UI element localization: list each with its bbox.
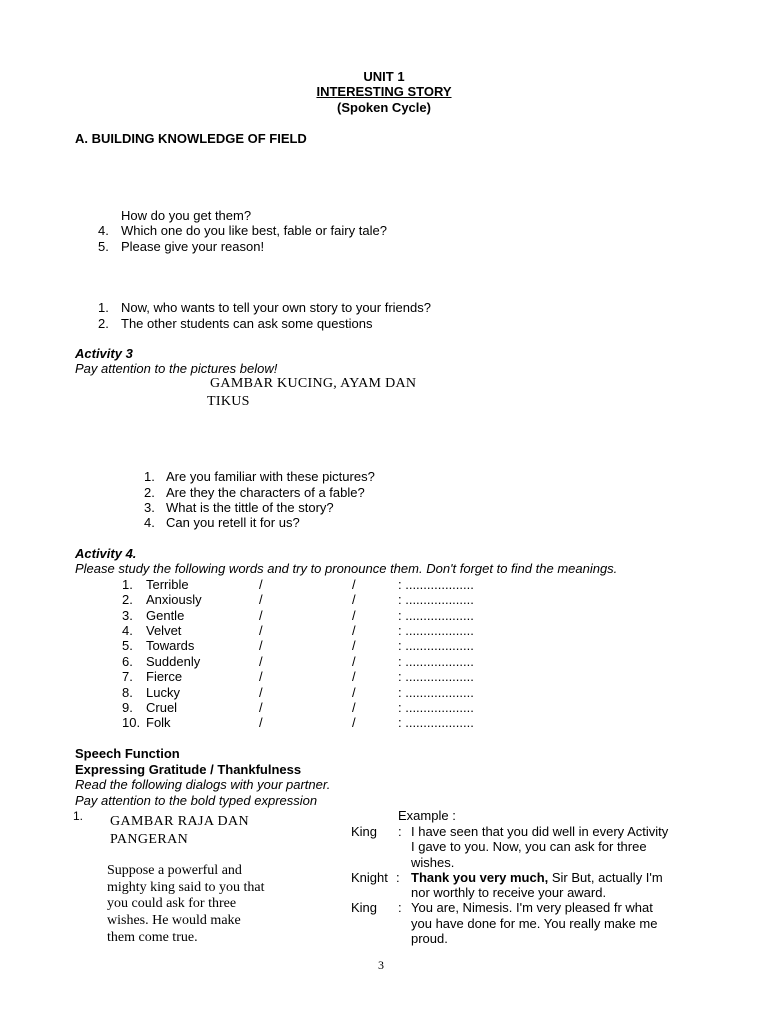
list-item-num: 1. <box>98 300 109 315</box>
activity-4-instruction: Please study the following words and try to pronounce them. Don't forget to find the meanings. <box>75 561 618 576</box>
dialog-speaker: King <box>351 824 378 839</box>
dialog-line: Thank you very much, Sir But, actually I'm <box>411 870 663 885</box>
dialog-speaker: Knight <box>351 870 388 885</box>
activity-3-instruction: Pay attention to the pictures below! <box>75 361 278 376</box>
gratitude-expression: Thank you very much, <box>411 870 549 885</box>
question-num: 4. <box>144 515 155 530</box>
document-page: UNIT 1 INTERESTING STORY (Spoken Cycle) A. BUILDING KNOWLEDGE OF FIELD How do you get them? 4. Which one do you like best, fable or fairy tale? 5. Please give your reason! 1. Now, who wants to tell your own story to your friends? 2. The other students can ask some questions Activity 3 Pay attention to the pictures below! GAMBAR KUCING, AYAM DAN TIKUS 1. Are you familiar with these pictures? 2. Are they the characters of a fable? 3. What is the tittle of the story? 4. Can you retell it for us? Activity 4. Please study the following words and try to pronounce them. Don't forget to find the meanings. 1. Terrible / / : ................... 2. Anxiously / / : ................... 3. Gentle / / : ................... 4. Velvet / / : ................... 5. Towards / / : ................... 6. Suddenly / / : ................... 7. Fierce / / : ................... 8. Lucky / / : ................... 9. Cruel / / : ................... 10. Folk / / : ................... Speech Function Expressing Gratitude / Thankfulness Read the following dialogs with your partner. Pay attention to the bold typed expression 1. GAMBAR RAJA DAN PANGERAN Suppose a powerful and mighty king said to you that you could ask for three wishes. He would make them come true. Example : King : I have seen that you did well in every Activity I gave to you. Now, you can ask for three wishes. Knight : Thank you very much, Sir But, actually I'm nor worthly to receive your award. King : You are, Nimesis. I'm very pleased fr what you have done for me. You really make me proud. 3 <box>0 0 768 1024</box>
speech-function-instruction: Read the following dialogs with your partner. <box>75 777 331 792</box>
page-title: INTERESTING STORY <box>316 84 452 99</box>
list-item: Now, who wants to tell your own story to your friends? <box>121 300 431 315</box>
page-number: 3 <box>378 958 384 972</box>
dialog-line: you have done for me. You really make me <box>411 916 658 931</box>
dialog-colon: : <box>396 870 400 885</box>
dialog-line: proud. <box>411 931 448 946</box>
unit-label: UNIT 1 <box>363 69 405 84</box>
speech-function-subheading: Expressing Gratitude / Thankfulness <box>75 762 302 777</box>
section-a-heading: A. BUILDING KNOWLEDGE OF FIELD <box>75 131 307 146</box>
question-item: Can you retell it for us? <box>166 515 300 530</box>
dialog-line: I gave to you. Now, you can ask for three <box>411 839 647 854</box>
example-label: Example : <box>398 808 456 823</box>
activity-4-title: Activity 4. <box>75 546 137 561</box>
scenario-text: you could ask for three <box>107 896 237 911</box>
speech-function-instruction: Pay attention to the bold typed expression <box>75 793 318 808</box>
question-item: What is the tittle of the story? <box>166 500 334 515</box>
question-num: 3. <box>144 500 155 515</box>
scenario-text: mighty king said to you that <box>107 880 265 895</box>
picture-placeholder-text: TIKUS <box>207 394 250 409</box>
list-item-num: 5. <box>98 239 109 254</box>
dialog-colon: : <box>398 900 402 915</box>
list-item-num: 2. <box>98 316 109 331</box>
scenario-text: wishes. He would make <box>107 913 241 928</box>
dialog-line: You are, Nimesis. I'm very pleased fr what <box>411 900 653 915</box>
question-item: Are you familiar with these pictures? <box>166 469 375 484</box>
list-item: Which one do you like best, fable or fairy tale? <box>121 223 387 238</box>
dialog-speaker: King <box>351 900 378 915</box>
question-item: Are they the characters of a fable? <box>166 485 365 500</box>
picture-placeholder-text: GAMBAR RAJA DAN <box>110 814 250 829</box>
list-item: Please give your reason! <box>121 239 265 254</box>
dialog-line: I have seen that you did well in every Activity <box>411 824 669 839</box>
picture-placeholder-text: GAMBAR KUCING, AYAM DAN <box>210 376 417 391</box>
activity-3-title: Activity 3 <box>75 346 133 361</box>
list-item: The other students can ask some questions <box>121 316 373 331</box>
question-num: 2. <box>144 485 155 500</box>
dialog-colon: : <box>398 824 402 839</box>
scenario-text: Suppose a powerful and <box>107 863 242 878</box>
page-subtitle: (Spoken Cycle) <box>337 100 431 115</box>
scenario-text: them come true. <box>107 930 198 945</box>
dialog-line: nor worthly to receive your award. <box>411 885 607 900</box>
question-num: 1. <box>144 469 155 484</box>
dialog-item-num: 1. <box>73 809 84 823</box>
picture-placeholder-text: PANGERAN <box>110 832 189 847</box>
dialog-line: wishes. <box>411 855 455 870</box>
list-item-num: 4. <box>98 223 109 238</box>
list-continuation: How do you get them? <box>121 208 252 223</box>
speech-function-heading: Speech Function <box>75 746 180 761</box>
